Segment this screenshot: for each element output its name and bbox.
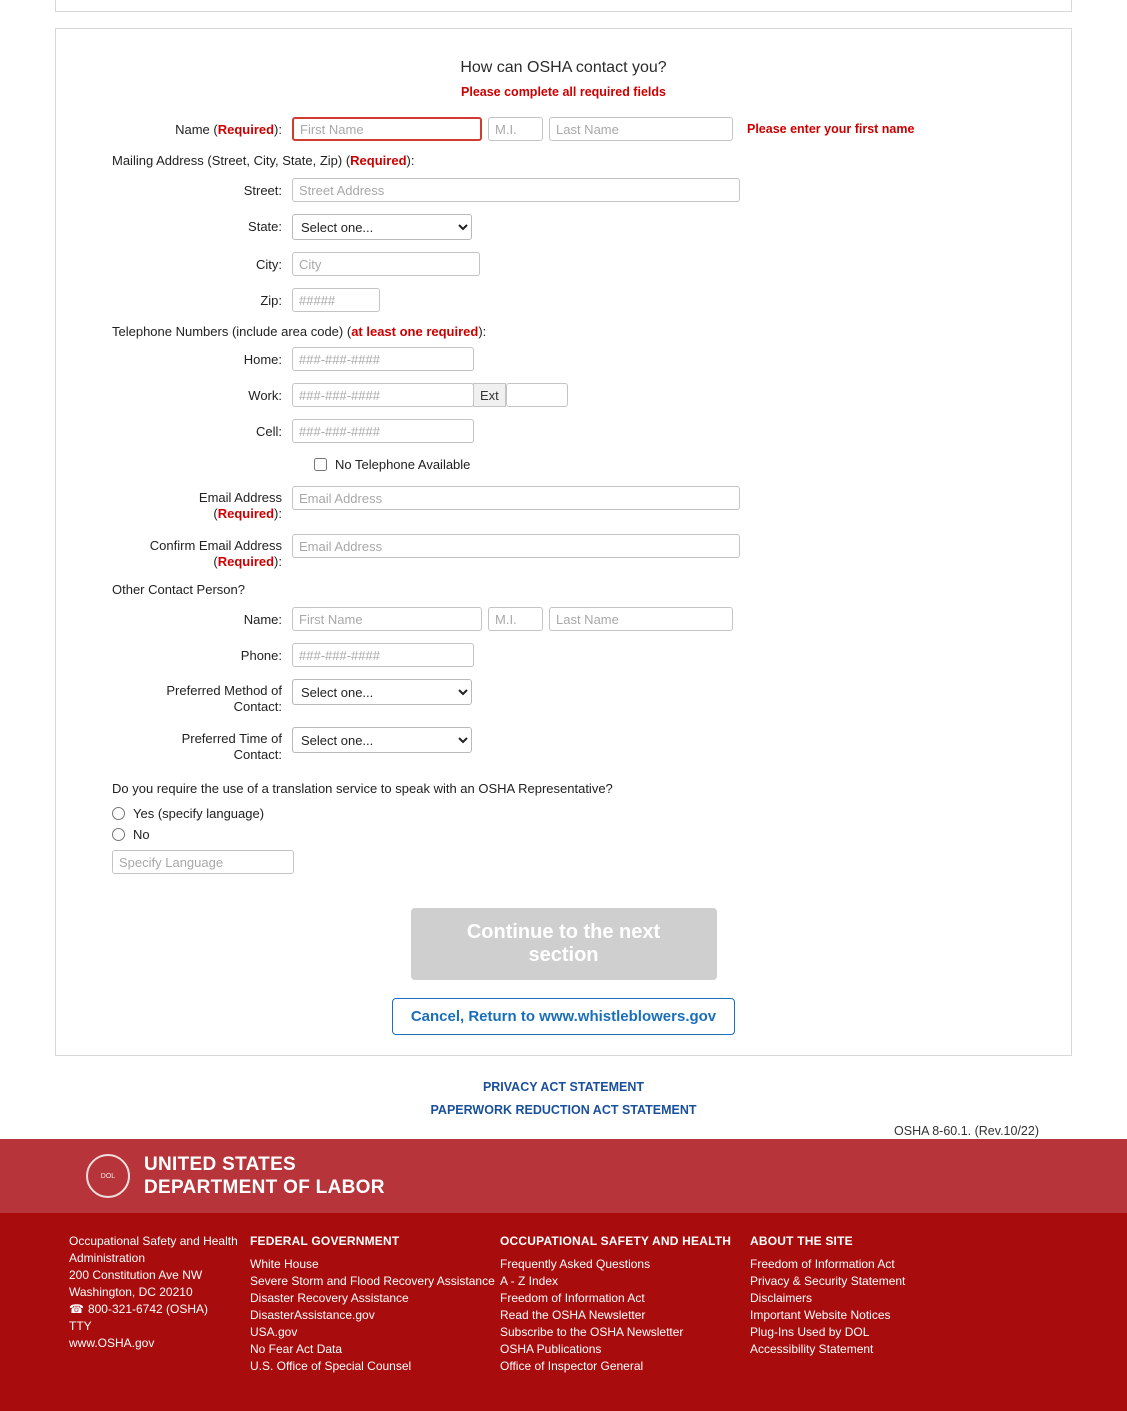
first-name-error-message: Please enter your first name <box>747 122 915 136</box>
footer-website: www.OSHA.gov <box>69 1336 155 1350</box>
form-code-text: OSHA 8-60.1. (Rev.10/22) <box>894 1124 1039 1138</box>
name-row <box>74 117 1053 141</box>
city-label: City: <box>256 257 282 272</box>
home-phone-input[interactable] <box>292 347 474 371</box>
zip-row <box>74 288 1053 312</box>
preferred-method-label-line2: Contact: <box>233 699 282 714</box>
dol-banner-text <box>144 1153 385 1199</box>
translation-no-row[interactable] <box>112 827 1053 842</box>
preferred-method-label-line1: Preferred Method of <box>166 683 282 698</box>
specify-language-input[interactable] <box>112 850 294 874</box>
dol-seal-icon <box>86 1154 130 1198</box>
footer-link[interactable]: A - Z Index <box>500 1274 559 1288</box>
other-contact-phone-label: Phone: <box>240 648 282 663</box>
preferred-time-select[interactable] <box>292 727 472 753</box>
footer-link[interactable]: White House <box>250 1257 319 1271</box>
dol-banner-line1: UNITED STATES <box>144 1154 297 1175</box>
work-phone-input[interactable] <box>292 383 474 407</box>
footer-link[interactable]: USA.gov <box>250 1325 298 1339</box>
translation-yes-row[interactable] <box>112 806 1053 821</box>
city-input[interactable] <box>292 252 480 276</box>
home-phone-row <box>74 347 1053 371</box>
mailing-address-label-text: Mailing Address (Street, City, State, Zip) ( <box>112 153 351 168</box>
top-panel-stub <box>55 0 1072 12</box>
extension-label: Ext <box>473 383 506 407</box>
cell-phone-row <box>74 419 1053 443</box>
footer-heading-about-site: ABOUT THE SITE <box>750 1234 853 1248</box>
required-fields-note: Please complete all required fields <box>461 85 666 99</box>
telephone-required-flag: at least one required <box>351 324 479 339</box>
cancel-button[interactable]: Cancel, Return to www.whistleblowers.gov <box>392 998 735 1035</box>
continue-button[interactable]: Continue to the next section <box>411 908 717 980</box>
footer-heading-osh: OCCUPATIONAL SAFETY AND HEALTH <box>500 1234 732 1248</box>
footer-column-osh <box>500 1233 750 1375</box>
language-field-wrapper <box>112 850 1053 874</box>
email-label: Email Address (Required): <box>198 490 282 521</box>
preferred-time-row <box>74 727 1053 763</box>
home-phone-label: Home: <box>243 352 282 367</box>
mailing-address-label <box>112 153 1053 168</box>
zip-input[interactable] <box>292 288 380 312</box>
footer-link[interactable]: Office of Inspector General <box>500 1359 644 1373</box>
preferred-method-select[interactable] <box>292 679 472 705</box>
other-contact-phone-row <box>74 643 1053 667</box>
no-telephone-row[interactable] <box>314 457 1053 472</box>
middle-initial-input[interactable] <box>488 117 543 141</box>
confirm-email-label: Confirm Email Address (Required): <box>149 538 282 569</box>
other-contact-label: Other Contact Person? <box>112 582 245 597</box>
name-label-prefix: Name ( <box>175 122 218 137</box>
preferred-time-label <box>74 727 292 763</box>
translation-question: Do you require the use of a translation service to speak with an OSHA Representative? <box>112 781 613 796</box>
dol-banner <box>0 1139 1127 1213</box>
telephone-section-label <box>112 324 1053 339</box>
footer-agency-line4: Washington, DC 20210 <box>69 1285 193 1299</box>
mailing-required-flag: Required <box>350 153 407 168</box>
other-contact-middle-initial-input[interactable] <box>488 607 543 631</box>
name-required-flag: Required <box>217 122 275 137</box>
preferred-method-row <box>74 679 1053 715</box>
translation-yes-label: Yes (specify language) <box>133 806 265 821</box>
cell-phone-label: Cell: <box>255 424 282 439</box>
footer-heading-federal-government: FEDERAL GOVERNMENT <box>250 1234 400 1248</box>
email-label-suffix: ): <box>274 506 282 521</box>
footer-agency-line1: Occupational Safety and Health <box>69 1234 238 1248</box>
footer-link[interactable]: U.S. Office of Special Counsel <box>250 1359 412 1373</box>
confirm-email-row <box>74 534 1053 570</box>
phone-icon: ☎ <box>69 1302 84 1316</box>
footer-link[interactable]: No Fear Act Data <box>250 1342 343 1356</box>
other-contact-last-name-input[interactable] <box>549 607 733 631</box>
other-contact-name-row <box>74 607 1053 631</box>
other-contact-name-label: Name: <box>243 612 282 627</box>
confirm-email-required-flag: Required <box>217 554 275 569</box>
city-row <box>74 252 1053 276</box>
confirm-email-input[interactable] <box>292 534 740 558</box>
name-label-suffix: ): <box>274 122 282 137</box>
mailing-label-suffix: ): <box>406 153 415 168</box>
footer-agency-line2: Administration <box>69 1251 146 1265</box>
footer-phone-number: 800-321-6742 (OSHA) <box>87 1302 209 1316</box>
footer-tty: TTY <box>69 1319 92 1333</box>
preferred-time-label-line2: Contact: <box>233 747 282 762</box>
footer-agency-column <box>0 1233 250 1375</box>
confirm-email-label-suffix: ): <box>274 554 282 569</box>
dol-seal-text: DOL <box>100 1172 116 1180</box>
footer-agency-line3: 200 Constitution Ave NW <box>69 1268 203 1282</box>
footer-link[interactable]: Disaster Recovery Assistance <box>250 1291 409 1305</box>
telephone-label-suffix: ): <box>478 324 487 339</box>
work-phone-label: Work: <box>248 388 282 403</box>
telephone-label-text: Telephone Numbers (include area code) ( <box>112 324 352 339</box>
street-row <box>74 178 1053 202</box>
paperwork-reduction-act-statement-link[interactable]: PAPERWORK REDUCTION ACT STATEMENT <box>430 1103 697 1117</box>
other-contact-phone-input[interactable] <box>292 643 474 667</box>
state-row <box>74 214 1053 240</box>
translation-no-label: No <box>133 827 150 842</box>
preferred-time-label-line1: Preferred Time of <box>181 731 282 746</box>
name-label <box>74 117 292 138</box>
no-telephone-label: No Telephone Available <box>335 457 471 472</box>
contact-form-panel <box>55 28 1072 1056</box>
footer-link[interactable]: Disclaimers <box>750 1291 813 1305</box>
other-contact-first-name-input[interactable] <box>292 607 482 631</box>
no-telephone-checkbox[interactable] <box>314 458 327 471</box>
footer-link[interactable]: Frequently Asked Questions <box>500 1257 651 1271</box>
site-footer <box>0 1213 1127 1411</box>
email-row <box>74 486 1053 522</box>
footer-link[interactable]: Accessibility Statement <box>750 1342 874 1356</box>
footer-link[interactable]: Subscribe to the OSHA Newsletter <box>500 1325 684 1339</box>
footer-link[interactable]: Freedom of Information Act <box>500 1291 645 1305</box>
zip-label: Zip: <box>260 293 282 308</box>
page-title: How can OSHA contact you? <box>460 59 667 76</box>
footer-link[interactable]: Freedom of Information Act <box>750 1257 895 1271</box>
email-input[interactable] <box>292 486 740 510</box>
street-label: Street: <box>243 183 282 198</box>
email-label-line1: Email Address <box>198 490 282 505</box>
cell-phone-input[interactable] <box>292 419 474 443</box>
street-input[interactable] <box>292 178 740 202</box>
footer-link[interactable]: Severe Storm and Flood Recovery Assistance <box>250 1274 495 1288</box>
footer-link[interactable]: DisasterAssistance.gov <box>250 1308 375 1322</box>
state-select[interactable] <box>292 214 472 240</box>
first-name-input[interactable] <box>292 117 482 141</box>
footer-link[interactable]: Plug-Ins Used by DOL <box>750 1325 870 1339</box>
preferred-method-label <box>74 679 292 715</box>
footer-link[interactable]: Privacy & Security Statement <box>750 1274 906 1288</box>
footer-link[interactable]: Read the OSHA Newsletter <box>500 1308 646 1322</box>
confirm-email-label-line1: Confirm Email Address <box>149 538 282 553</box>
work-phone-row <box>74 383 1053 407</box>
translation-yes-radio[interactable] <box>112 807 125 820</box>
state-label: State: <box>248 219 282 234</box>
footer-column-about-site <box>750 1233 1000 1375</box>
footer-phone-line <box>69 1301 250 1318</box>
footer-link[interactable]: OSHA Publications <box>500 1342 602 1356</box>
privacy-act-statement-link[interactable]: PRIVACY ACT STATEMENT <box>482 1080 645 1094</box>
email-required-flag: Required <box>217 506 275 521</box>
last-name-input[interactable] <box>549 117 733 141</box>
footer-column-federal-government <box>250 1233 500 1375</box>
dol-banner-line2: DEPARTMENT OF LABOR <box>144 1177 385 1198</box>
footer-link[interactable]: Important Website Notices <box>750 1308 891 1322</box>
work-phone-extension-input[interactable] <box>506 383 568 407</box>
translation-no-radio[interactable] <box>112 828 125 841</box>
statements-section <box>0 1080 1127 1138</box>
